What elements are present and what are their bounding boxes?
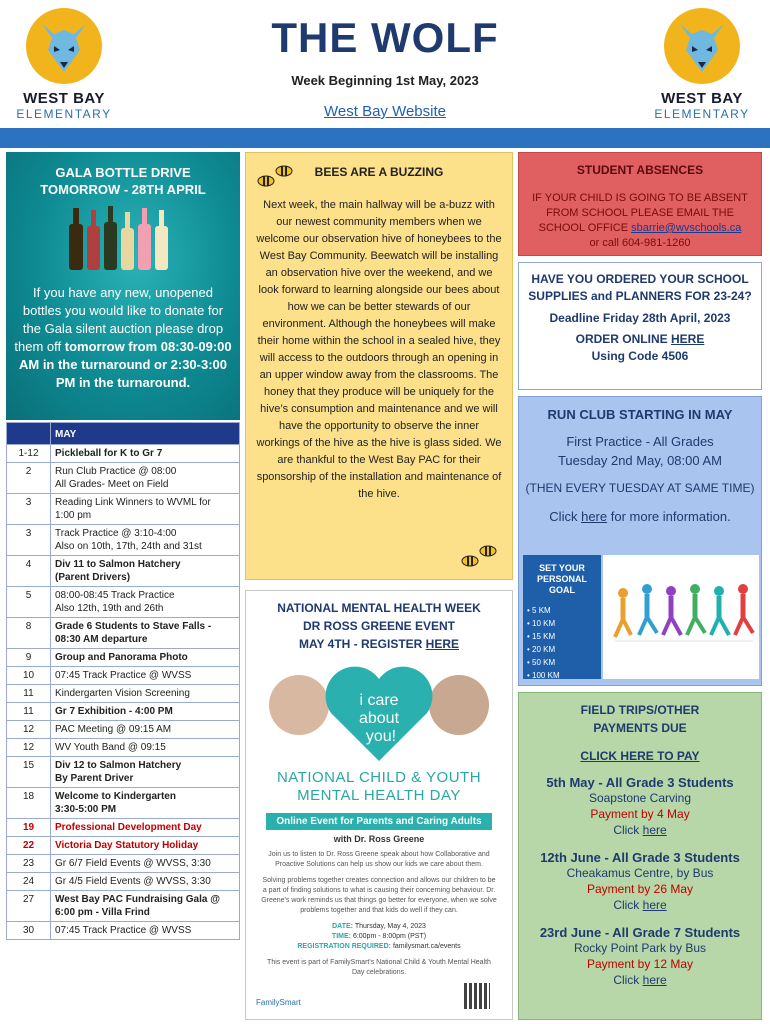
absences-title: STUDENT ABSENCES [576,163,704,177]
goal-list [527,604,597,682]
i-care-heart-image [259,661,499,765]
school-name-line1: WEST BAY [23,90,105,107]
school-logo-left [4,6,124,124]
run-club-more-info: Click here for more information. [549,509,731,524]
calendar-event: 08:00-08:45 Track Practice Also 12th, 19th and 26th [51,587,240,618]
calendar-date: 2 [7,463,51,494]
trip-payment-due: Payment by 26 May [586,882,694,896]
calendar-month: MAY [51,423,240,445]
calendar-event: Victoria Day Statutory Holiday [51,837,240,855]
mental-health-title: NATIONAL MENTAL HEALTH WEEK DR ROSS GREENE EVENT MAY 4TH - REGISTER HERE [277,601,481,651]
goal-item: • 15 KM [527,632,556,641]
goal-title: SET YOUR PERSONAL GOAL [536,563,587,595]
trip-here-link[interactable]: here [642,898,667,912]
calendar-row [7,685,240,703]
website-link[interactable]: West Bay Website [324,103,446,120]
heart-text-2: about [358,710,400,727]
bee-icon [254,159,298,193]
goal-item: • 10 KM [527,619,556,628]
calendar-event: Div 11 to Salmon Hatchery (Parent Drivers) [51,556,240,587]
goal-item: • 5 KM [527,606,551,615]
event-details: DATE: Thursday, May 4, 2023 TIME: 6:00pm - 8:00pm (PST) REGISTRATION REQUIRED: familysmart.ca/events [297,923,461,950]
trip-item [519,925,761,988]
click-here-to-pay-link[interactable]: CLICK HERE TO PAY [580,749,700,763]
calendar-event: Div 12 to Salmon Hatchery By Parent Driver [51,757,240,788]
wolf-logo-icon [660,6,744,86]
goal-item: • 20 KM [527,645,556,654]
personal-goal-card [523,555,601,679]
calendar-event: Gr 6/7 Field Events @ WVSS, 3:30 [51,855,240,873]
calendar-event: Kindergarten Vision Screening [51,685,240,703]
calendar-row [7,922,240,940]
student-absences-panel [518,152,762,256]
calendar-row [7,618,240,649]
register-link[interactable]: HERE [425,637,460,651]
calendar-event: Run Club Practice @ 08:00 All Grades- Meet on Field [51,463,240,494]
bees-panel [245,152,513,580]
calendar-row [7,788,240,819]
week-beginning: Week Beginning 1st May, 2023 [291,73,479,88]
calendar-row [7,587,240,618]
calendar-event: PAC Meeting @ 09:15 AM [51,721,240,739]
run-club-panel [518,396,762,686]
trip-activity: Soapstone Carving [588,791,692,805]
may-calendar-table [6,422,240,940]
calendar-date: 1-12 [7,445,51,463]
bee-icon [458,539,502,573]
calendar-date: 4 [7,556,51,587]
calendar-row [7,855,240,873]
calendar-date: 5 [7,587,51,618]
goal-item: • 100 KM [527,671,560,680]
calendar-event: Reading Link Winners to WVML for 1:00 pm [51,494,240,525]
calendar-date: 18 [7,788,51,819]
calendar-date: 15 [7,757,51,788]
order-online-link[interactable]: HERE [671,332,705,346]
bees-body: Next week, the main hallway will be a-buzz with our newest community members when we welcome our observation hive of honeybees to the West Bay Community. Beewatch will be installing an observation hive over the weekend, and we look forward to learning alongside our bees about how we can be better stewards of our environment. Although the honeybees will make their home within the school in a sealed hive, they will access to the outdoors through an opening in an upper window away from the classrooms. The honey that they produce will be uniquely for the hive’s consumption and maintenance and we will have the opportunity to observe the inner workings of the hive as the hive is glass sided. We are thankful to the West Bay PAC for their sponsorship of the installation and maintenance of the hive. [256,199,502,500]
event-description-1: Join us to listen to Dr. Ross Greene speak about how Collaborative and Proactive Solutions can help us show our kids we care about them. [268,851,490,868]
trips-title: FIELD TRIPS/OTHER PAYMENTS DUE [580,703,700,735]
calendar-date: 11 [7,703,51,721]
goal-item: • 50 KM [527,658,556,667]
calendar-event: Professional Development Day [51,819,240,837]
calendar-row [7,721,240,739]
calendar-header-row [7,423,240,445]
calendar-date: 3 [7,525,51,556]
calendar-row [7,445,240,463]
calendar-row [7,739,240,757]
calendar-row [7,873,240,891]
school-logo-right [642,6,762,124]
calendar-event: 07:45 Track Practice @ WVSS [51,667,240,685]
calendar-row [7,703,240,721]
trip-item [519,775,761,838]
school-name-line2: ELEMENTARY [654,107,750,121]
trip-click: Click here [613,973,667,987]
calendar-date: 30 [7,922,51,940]
school-name-line1: WEST BAY [661,90,743,107]
run-club-here-link[interactable]: here [581,509,608,524]
trip-here-link[interactable]: here [642,973,667,987]
calendar-row [7,649,240,667]
heart-text-1: i care [359,692,399,709]
calendar-date: 22 [7,837,51,855]
calendar-row [7,667,240,685]
calendar-row [7,819,240,837]
runners-image [603,555,759,679]
calendar-event: Group and Panorama Photo [51,649,240,667]
run-club-title: RUN CLUB STARTING IN MAY [547,407,733,422]
office-email-link[interactable]: sbarrie@wvschools.ca [631,222,742,234]
calendar-date: 11 [7,685,51,703]
trip-payment-due: Payment by 12 May [586,957,694,971]
calendar-event: West Bay PAC Fundraising Gala @ 6:00 pm - Villa Frind [51,891,240,922]
calendar-event: Pickleball for K to Gr 7 [51,445,240,463]
calendar-date: 27 [7,891,51,922]
calendar-event: Track Practice @ 3:10-4:00 Also on 10th, 17th, 24th and 31st [51,525,240,556]
event-description-2: Solving problems together creates connection and allows our children to be a part of finding solutions to what is causing their concerning behaviour. Dr. Greene's work reminds us that things go better for everyone, when we solve problems together and that kids do well if they can. [261,877,497,914]
calendar-body [7,445,240,940]
trip-activity: Rocky Point Park by Bus [573,941,707,955]
calendar-date: 8 [7,618,51,649]
trip-click: Click here [613,823,667,837]
bees-title: BEES ARE A BUZZING [314,165,444,179]
calendar-date: 10 [7,667,51,685]
gala-bottle-drive-panel [6,152,240,420]
mental-health-panel [245,590,513,1020]
calendar-date: 23 [7,855,51,873]
calendar-row [7,757,240,788]
gala-body: If you have any new, unopened bottles you would like to donate for the Gala silent auction please drop them off tomorrow from 08:30-09:00 AM in the turnaround or 2:30-3:00 PM in the turnaround. [14,285,232,390]
trip-item [519,850,761,913]
calendar-row [7,494,240,525]
school-name-line2: ELEMENTARY [16,107,112,121]
calendar-event: Grade 6 Students to Stave Falls - 08:30 AM departure [51,618,240,649]
trip-list [519,775,761,988]
calendar-date: 12 [7,739,51,757]
trip-heading: 12th June - All Grade 3 Students [540,850,740,865]
event-speaker: with Dr. Ross Greene [333,834,425,844]
calendar-event: WV Youth Band @ 09:15 [51,739,240,757]
trip-payment-due: Payment by 4 May [590,807,690,821]
calendar-event: 07:45 Track Practice @ WVSS [51,922,240,940]
calendar-event: Welcome to Kindergarten 3:30-5:00 PM [51,788,240,819]
calendar-event: Gr 4/5 Field Events @ WVSS, 3:30 [51,873,240,891]
event-headline: NATIONAL CHILD & YOUTH MENTAL HEALTH DAY [276,769,482,804]
header [0,0,770,128]
supplies-title: HAVE YOU ORDERED YOUR SCHOOL SUPPLIES and PLANNERS FOR 23-24? [528,272,752,303]
calendar-row [7,891,240,922]
heart-text-3: you! [365,728,397,745]
calendar-date: 3 [7,494,51,525]
header-divider-bar [0,128,770,148]
supplies-order: ORDER ONLINE HERE Using Code 4506 [575,332,705,363]
calendar-date: 24 [7,873,51,891]
field-trips-panel [518,692,762,1020]
wolf-logo-icon [22,6,106,86]
calendar-row [7,837,240,855]
event-banner: Online Event for Parents and Caring Adults [266,813,492,830]
calendar-row [7,556,240,587]
event-note: This event is part of FamilySmart's National Child & Youth Mental Health Day celebrations. [267,959,491,976]
wine-bottles-image [63,204,183,270]
run-club-schedule: (THEN EVERY TUESDAY AT SAME TIME) [525,481,755,495]
gala-title: GALA BOTTLE DRIVE TOMORROW - 28TH APRIL [40,165,206,197]
trip-activity: Cheakamus Centre, by Bus [566,866,714,880]
qr-code-image [464,983,490,1009]
trip-click: Click here [613,898,667,912]
trip-heading: 5th May - All Grade 3 Students [546,775,734,790]
calendar-date: 9 [7,649,51,667]
run-club-first-practice: First Practice - All Grades Tuesday 2nd May, 08:00 AM [557,434,723,468]
school-supplies-panel [518,262,762,390]
familysmart-logo: FamilySmart [256,998,301,1007]
calendar-date: 19 [7,819,51,837]
calendar-date: 12 [7,721,51,739]
trip-here-link[interactable]: here [642,823,667,837]
calendar-row [7,463,240,494]
supplies-deadline: Deadline Friday 28th April, 2023 [549,311,731,325]
calendar-event: Gr 7 Exhibition - 4:00 PM [51,703,240,721]
absences-body: IF YOUR CHILD IS GOING TO BE ABSENT FROM SCHOOL PLEASE EMAIL THE SCHOOL OFFICE sbarrie@wvschools.ca or call 604-981-1260 [532,192,748,249]
calendar-row [7,525,240,556]
newsletter-title: THE WOLF [271,14,499,61]
trip-heading: 23rd June - All Grade 7 Students [539,925,741,940]
